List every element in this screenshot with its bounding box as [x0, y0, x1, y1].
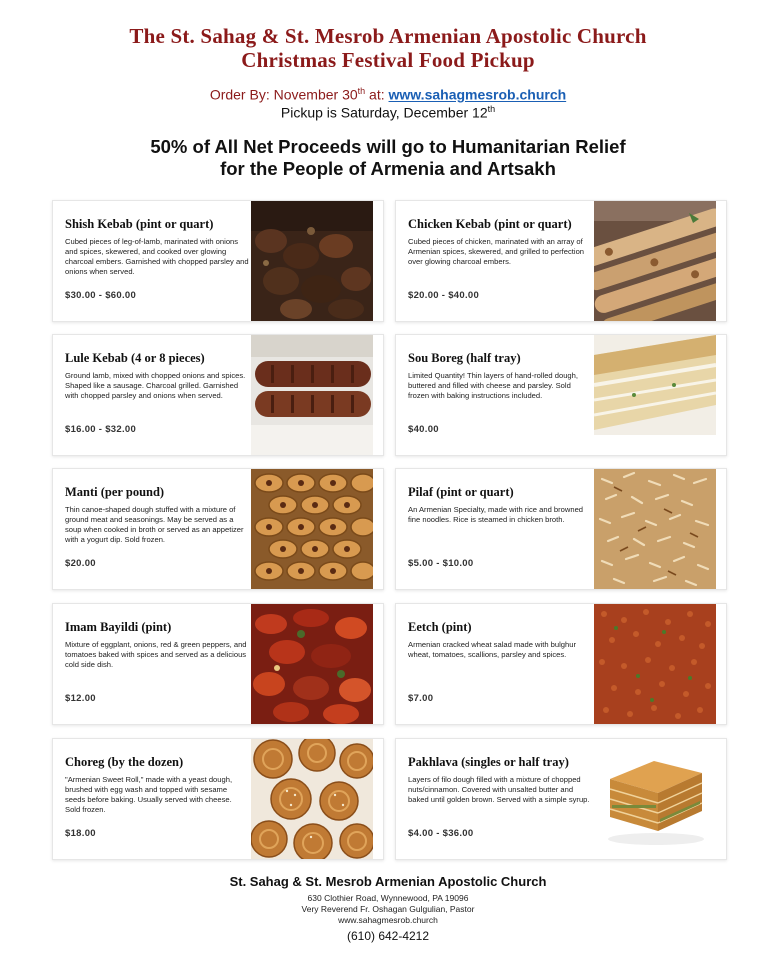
order-by-date: Order By: November 30 [209, 86, 358, 103]
sou-boreg-photo [594, 335, 716, 455]
pickup-date-suffix: th [487, 104, 496, 114]
footer [0, 874, 776, 943]
item-price: $7.00 [408, 693, 434, 704]
menu-item-chicken-kebab [395, 200, 727, 322]
menu-item-imam-bayildi [52, 603, 384, 725]
pakhlava-photo [594, 739, 716, 859]
item-description: Armenian cracked wheat salad made with bulghur wheat, tomatoes, scallions, parsley and spices. [408, 640, 576, 659]
item-description: Mixture of eggplant, onions, red & green peppers, and tomatoes baked with spices and served as a delicious cold side dish. [65, 640, 247, 669]
choreg-photo [251, 739, 373, 859]
menu-item-pakhlava [395, 738, 727, 860]
order-by-date-suffix: th [357, 86, 366, 96]
order-by-line [0, 86, 776, 103]
manti-photo [251, 469, 373, 589]
item-name: Chicken Kebab (pint or quart) [408, 217, 572, 231]
footer-website[interactable]: www.sahagmesrob.church [338, 915, 438, 925]
item-price: $30.00 - $60.00 [65, 290, 137, 301]
footer-phone: (610) 642-4212 [346, 929, 430, 943]
footer-pastor: Very Reverend Fr. Oshagan Gulgulian, Pastor [301, 904, 475, 914]
menu-item-choreg [52, 738, 384, 860]
eetch-photo [594, 604, 716, 724]
item-name: Choreg (by the dozen) [65, 755, 184, 769]
item-description: Layers of filo dough filled with a mixture of chopped nuts/cinnamon. Covered with unsalted butter and baked until golden brown. Served with a simple syrup. [408, 775, 590, 804]
item-name: Pilaf (pint or quart) [408, 485, 514, 499]
item-description: Limited Quantity! Thin layers of hand-rolled dough, buttered and filled with cheese and parsley. Sold frozen with baking instructions included. [408, 371, 578, 400]
item-description: Ground lamb, mixed with chopped onions and spices. Shaped like a sausage. Charcoal grilled. Garnished with chopped parsley and onions when served. [65, 371, 246, 400]
item-name: Imam Bayildi (pint) [65, 620, 172, 634]
item-price: $18.00 [65, 828, 96, 839]
event-title: Christmas Festival Food Pickup [241, 48, 535, 72]
item-description: Cubed pieces of leg-of-lamb, marinated with onions and spices, skewered, and cooked over glowing charcoal embers. Garnished with chopped parsley and onions when served. [65, 237, 249, 276]
item-name: Lule Kebab (4 or 8 pieces) [65, 351, 205, 365]
menu-item-shish-kebab [52, 200, 384, 322]
item-price: $20.00 - $40.00 [408, 290, 480, 301]
item-price: $4.00 - $36.00 [408, 828, 474, 839]
item-name: Shish Kebab (pint or quart) [65, 217, 214, 231]
lule-kebab-photo [251, 335, 373, 455]
imam-bayildi-photo [251, 604, 373, 724]
item-name: Sou Boreg (half tray) [408, 351, 521, 365]
order-by-at: at: [365, 86, 389, 103]
item-price: $5.00 - $10.00 [408, 558, 474, 569]
item-price: $16.00 - $32.00 [65, 424, 137, 435]
menu-item-sou-boreg [395, 334, 727, 456]
shish-kebab-photo [251, 201, 373, 321]
item-name: Pakhlava (singles or half tray) [408, 755, 569, 769]
menu-item-eetch [395, 603, 727, 725]
menu-item-pilaf [395, 468, 727, 590]
item-description: "Armenian Sweet Roll," made with a yeast dough, brushed with egg wash and topped with sesame seeds before baking. Usually served with cheese. Sold frozen. [65, 775, 233, 814]
pickup-date: Pickup is Saturday, December 12 [280, 104, 488, 121]
item-name: Eetch (pint) [408, 620, 472, 634]
proceeds-headline [0, 136, 776, 180]
item-price: $20.00 [65, 558, 96, 569]
item-description: Cubed pieces of chicken, marinated with an array of Armenian spices, skewered, and grilled to perfection over glowing charcoal embers. [408, 237, 585, 266]
footer-church-name: St. Sahag & St. Mesrob Armenian Apostolic Church [229, 874, 547, 889]
item-name: Manti (per pound) [65, 485, 165, 499]
pilaf-photo [594, 469, 716, 589]
headline-line-1: 50% of All Net Proceeds will go to Humanitarian Relief [150, 136, 626, 157]
pickup-line [0, 104, 776, 121]
menu-item-manti [52, 468, 384, 590]
footer-address: 630 Clothier Road, Wynnewood, PA 19096 [307, 893, 469, 903]
chicken-kebab-photo [594, 201, 716, 321]
item-price: $12.00 [65, 693, 96, 704]
menu-item-lule-kebab [52, 334, 384, 456]
item-description: Thin canoe-shaped dough stuffed with a mixture of ground meat and seasonings. May be served as a soup when cooked in broth or served as an appetizer with a yogurt dip. Sold frozen. [65, 505, 244, 544]
website-link[interactable]: www.sahagmesrob.church [388, 86, 567, 103]
headline-line-2: for the People of Armenia and Artsakh [220, 158, 556, 179]
item-price: $40.00 [408, 424, 439, 435]
church-title: The St. Sahag & St. Mesrob Armenian Apostolic Church [129, 24, 647, 48]
item-description: An Armenian Specialty, made with rice and browned fine noodles. Rice is steamed in chicken broth. [408, 505, 584, 524]
